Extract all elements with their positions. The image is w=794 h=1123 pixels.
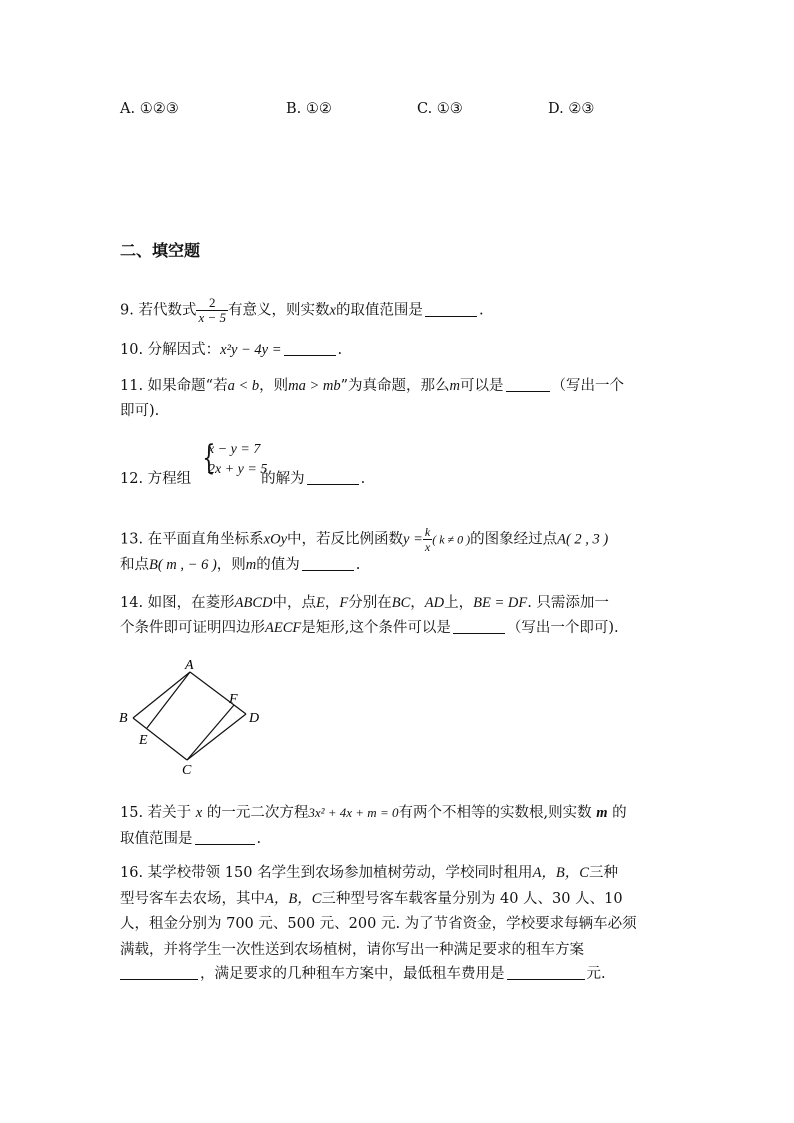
q11-conclusion: ma > mb (288, 378, 341, 394)
question-14-line1 (120, 593, 609, 613)
question-11-line1 (120, 376, 624, 396)
q15-text-b: 的一元二次方程 (206, 805, 309, 821)
q15-end: . (256, 831, 262, 847)
q14-point-f: F (339, 595, 349, 611)
q16-abc-2: A，B，C (265, 891, 322, 907)
question-10 (120, 340, 342, 360)
section-heading: 二、填空题 (120, 241, 201, 260)
q13-text-a: 13. 在平面直角坐标系 (120, 531, 264, 548)
question-9 (120, 296, 484, 325)
label-a: A (185, 658, 194, 673)
q12-eq2: 2x + y = 5 (208, 462, 268, 477)
q14-rhombus: ABCD (234, 595, 273, 611)
q16-abc-1: A，B，C (532, 865, 589, 881)
q11-text-b: ，则 (259, 378, 289, 394)
segment-ad (190, 672, 246, 714)
q10-prefix: 10. 分解因式： (120, 342, 221, 358)
q13-func-fraction (423, 525, 432, 554)
question-11-line2: 即可). (120, 403, 160, 419)
q10-expr: x²y − 4y = (220, 342, 282, 358)
q14-answer-blank[interactable] (453, 619, 505, 634)
segment-cf (187, 705, 234, 760)
q13-coord-system: xOy (263, 531, 288, 548)
q9-answer-blank[interactable] (425, 302, 477, 317)
q15-equation: 3x² + 4x + m = 0 (308, 805, 399, 820)
q15-text-d: 的 (612, 805, 627, 821)
question-16-line5 (120, 964, 606, 984)
q15-text-a: 15. 若关于 (120, 805, 192, 821)
q13-text-e: ，则 (216, 557, 246, 573)
question-13-line1 (120, 525, 608, 554)
q15-var-m: m (596, 805, 608, 821)
q14-point-e: E (316, 595, 325, 611)
q11-answer-blank[interactable] (506, 377, 550, 392)
question-15-line1 (120, 803, 627, 823)
q14-segment-ad: AD (424, 595, 445, 611)
q14-text-a: 14. 如图，在菱形 (120, 595, 235, 611)
option-c: C. ①③ (417, 101, 463, 117)
question-16-line3: 人，租金分别为 700 元、500 元、200 元. 为了节省资金，学校要求每辆车必须 (120, 916, 637, 932)
q13-text-b: 中，若反比例函数 (287, 531, 404, 548)
q14-text-h: （写出一个即可). (506, 620, 619, 636)
q9-suffix-b: 的取值范围是 (335, 302, 423, 319)
q10-end: . (337, 342, 343, 358)
q14-text-c: 分别在 (348, 595, 392, 611)
q11-text-a: 11. 如果命题“若 (120, 378, 228, 394)
q11-var: m (449, 378, 461, 394)
q13-end: . (355, 557, 361, 573)
segment-ae (147, 672, 190, 728)
question-12 (120, 469, 365, 489)
segment-cd (187, 714, 246, 760)
q13-text-d: 和点 (120, 557, 149, 573)
option-a: A. ①②③ (120, 101, 179, 117)
q15-text-c: 有两个不相等的实数根,则实数 (398, 805, 592, 821)
q12-suffix: 的解为 (261, 471, 305, 487)
q16-text-a: 16. 某学校带领 150 名学生到农场参加植树劳动，学校同时租用 (120, 865, 533, 881)
q9-frac-num: 2 (196, 296, 228, 311)
q13-func-den: x (424, 540, 431, 554)
q16-answer-blank-1[interactable] (120, 965, 198, 980)
rhombus-figure (110, 655, 280, 780)
q14-text-g: 是矩形,这个条件可以是 (301, 620, 451, 636)
q13-func-cond: ( k ≠ 0 ) (432, 532, 471, 547)
q16-text-f: 元. (586, 966, 606, 982)
q14-text-f: 个条件即可证明四边形 (120, 620, 265, 636)
q9-end: . (478, 302, 484, 319)
label-f: F (229, 692, 238, 707)
question-15-line2 (120, 829, 261, 849)
q13-point-a: A( 2 , 3 ) (557, 531, 609, 548)
q14-equality: BE = DF (473, 595, 528, 611)
q13-var: m (245, 557, 257, 573)
q10-answer-blank[interactable] (284, 341, 336, 356)
segment-ab (133, 672, 190, 718)
q14-text-e: . 只需添加一 (527, 595, 609, 611)
question-16-line2 (120, 889, 623, 909)
q12-eq1: x − y = 7 (208, 442, 261, 457)
q14-text-d: 上， (444, 595, 474, 611)
label-d: D (249, 711, 260, 726)
q13-point-b: B( m , − 6 ) (149, 557, 217, 573)
q13-text-c: 的图象经过点 (470, 531, 558, 548)
q13-func-num: k (424, 525, 431, 539)
q15-var-x: x (195, 805, 203, 821)
q16-text-e: ，满足要求的几种租车方案中，最低租车费用是 (200, 966, 505, 982)
q9-frac-den: x − 5 (198, 310, 226, 325)
option-d: D. ②③ (548, 101, 595, 117)
q13-answer-blank[interactable] (302, 556, 354, 571)
label-b: B (119, 711, 128, 726)
q11-text-c: ”为真命题，那么 (340, 378, 450, 394)
q12-end: . (360, 471, 366, 487)
label-c: C (182, 763, 192, 778)
q12-prefix: 12. 方程组 (120, 471, 192, 487)
q16-text-d: 三种型号客车载客量分别为 40 人、30 人、10 (321, 891, 623, 907)
q11-condition: a < b (227, 378, 260, 394)
q13-text-f: 的值为 (256, 557, 300, 573)
q11-text-e: （写出一个 (551, 378, 625, 394)
q9-suffix-a: 有意义，则实数 (228, 302, 330, 319)
q15-answer-blank[interactable] (195, 830, 255, 845)
q16-text-c: 型号客车去农场，其中 (120, 891, 265, 907)
q14-text-b: 中，点 (272, 595, 317, 611)
q13-func-lhs: y = (403, 531, 423, 548)
q9-fraction (196, 296, 228, 325)
q12-brace: { (202, 438, 216, 478)
q16-answer-blank-2[interactable] (507, 965, 585, 980)
question-13-line2 (120, 555, 360, 575)
q14-segment-bc: BC (391, 595, 411, 611)
question-14-line2 (120, 618, 619, 638)
label-e: E (139, 733, 148, 748)
q12-answer-blank[interactable] (307, 470, 359, 485)
q14-comma-2: ， (410, 595, 425, 611)
q11-text-d: 可以是 (460, 378, 504, 394)
q14-comma: ， (324, 595, 340, 611)
q16-text-b: 三种 (588, 865, 618, 881)
option-b: B. ①② (286, 101, 332, 117)
q15-text-e: 取值范围是 (120, 831, 193, 847)
q14-quadrilateral: AECF (265, 620, 302, 636)
q9-prefix: 9. 若代数式 (120, 302, 197, 319)
q9-var: x (329, 302, 336, 319)
question-16-line4: 满载，并将学生一次性送到农场植树，请你写出一种满足要求的租车方案 (120, 942, 584, 958)
question-16-line1 (120, 863, 618, 883)
